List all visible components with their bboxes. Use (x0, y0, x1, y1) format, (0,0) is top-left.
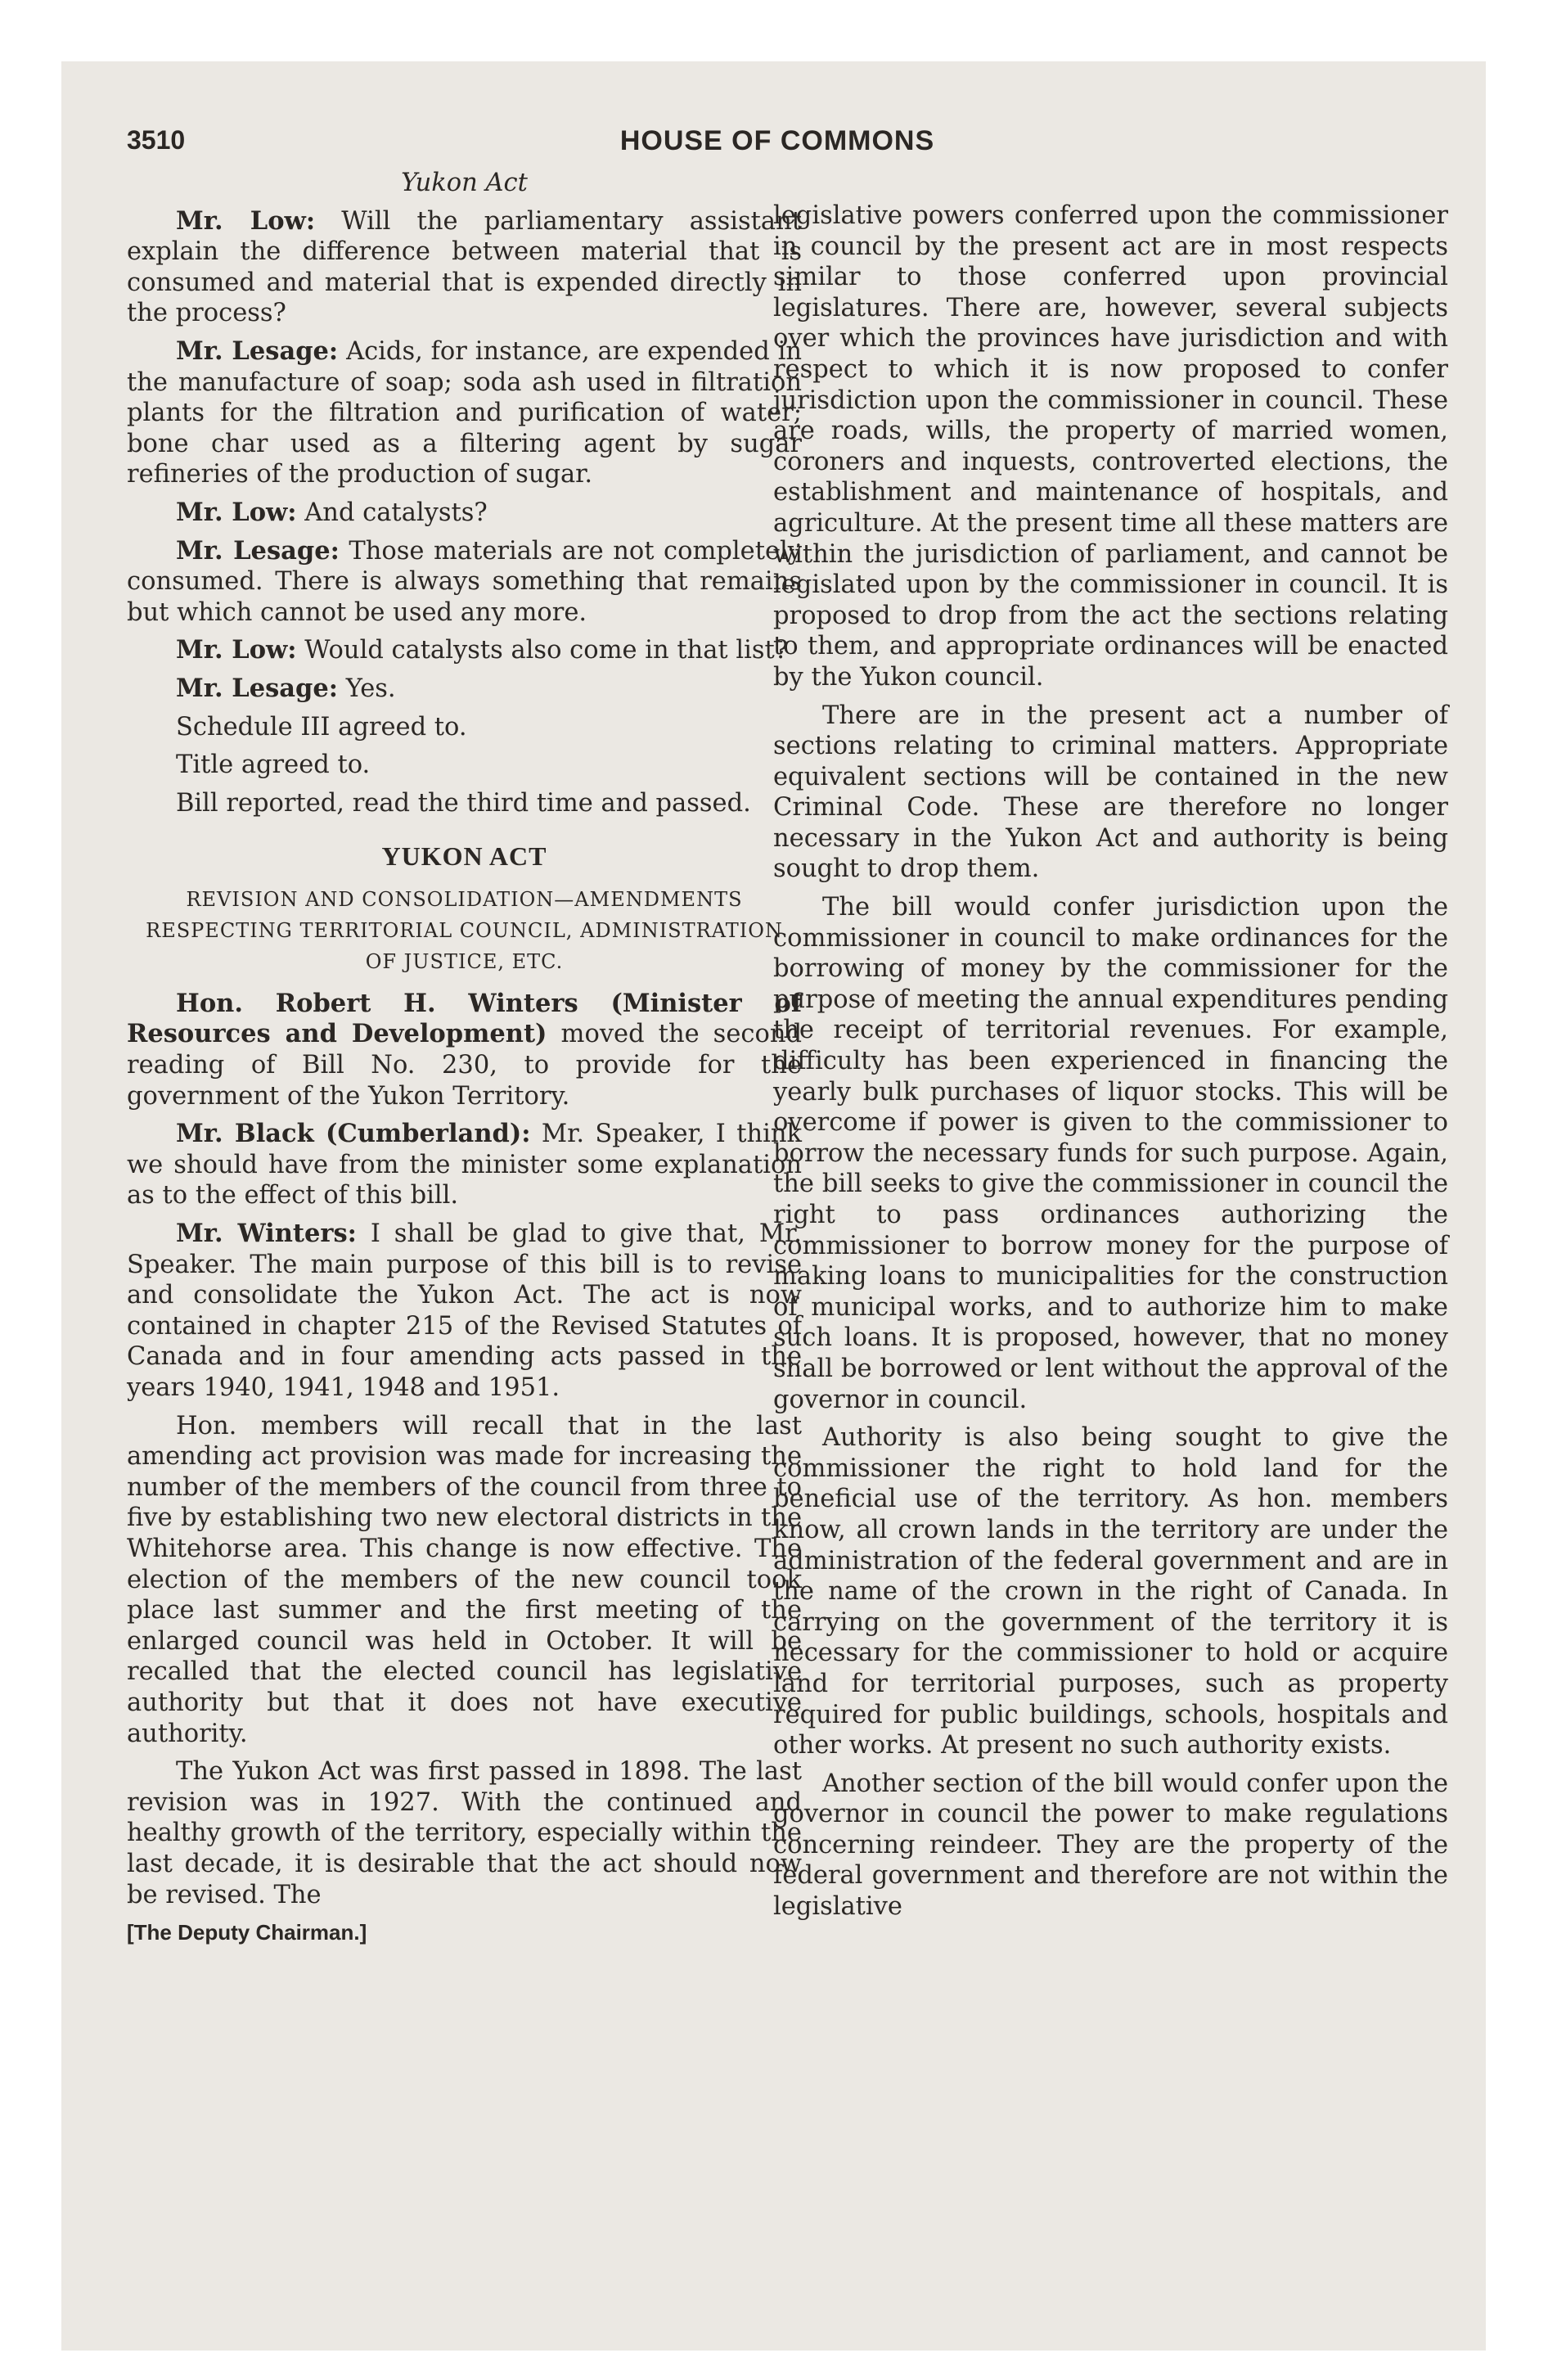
section-running-title: Yukon Act (401, 169, 528, 197)
page-scan (61, 61, 1486, 2351)
section-heading: YUKON ACT (381, 841, 547, 872)
paragraph (127, 336, 802, 490)
speech-text: Will the parliamentary assistant explain the difference between material that is consumed and material that is expended directly in the process? (127, 206, 802, 328)
paragraph (127, 1119, 802, 1211)
page-number: 3510 (127, 125, 186, 155)
speaker-name: Mr. Low: (176, 497, 297, 527)
procedural-note: Schedule III agreed to. (176, 712, 467, 741)
paragraph: Hon. members will recall that in the last amending act provision was made for increasing the number of the members of the council from three to five by establishing two new electoral districts in the Whitehorse area. This change is now effective. The election of the members of the new council took place last summer and the first meeting of the enlarged council was held in October. It will be recalled that the elected council has legislative authority but that it does not have executive authority. (127, 1411, 802, 1748)
paragraph (127, 498, 802, 529)
paragraph: Authority is also being sought to give the commissioner the right to hold land for the beneficial use of the territory. As hon. members know, all crown lands in the territory are under the administration of the federal government and are in the name of the crown in the right of Canada. In carrying on the government of the territory it is necessary for the commissioner to hold or acquire land for territorial purposes, such as property required for public buildings, schools, hospitals and other works. At present no such authority exists. (773, 1423, 1448, 1760)
speech-text: And catalysts? (304, 498, 488, 527)
paragraph: legislative powers conferred upon the commissioner in council by the present act are in most respects similar to those conferred upon provincial legislatures. There are, however, several subjects over which the provinces have jurisdiction and with respect to which it is now proposed to confer jurisdiction upon the commissioner in council. These are roads, wills, the property of married women, coroners and inquests, controverted elections, the establishment and maintenance of hospitals, and agriculture. At the present time all these matters are within the jurisdiction of parliament, and cannot be legislated upon by the commissioner in council. It is proposed to drop from the act the sections relating to them, and appropriate ordinances will be enacted by the Yukon council. (773, 201, 1448, 692)
speaker-name: Mr. Winters: (176, 1219, 357, 1249)
footer-note: [The Deputy Chairman.] (127, 1920, 367, 1945)
right-column (773, 201, 1448, 1930)
section-subheading: REVISION AND CONSOLIDATION—AMENDMENTS RESPECTING TERRITORIAL COUNCIL, ADMINISTRATION OF JUSTICE, ETC. (146, 887, 783, 973)
speech-text: Those materials are not completely consumed. There is always something that remains but which cannot be used any more. (127, 536, 802, 627)
procedural-note: Bill reported, read the third time and passed. (176, 788, 751, 818)
speech-text: Would catalysts also come in that list? (304, 636, 789, 665)
speaker-name: Mr. Low: (176, 205, 316, 236)
paragraph (127, 1219, 802, 1404)
paragraph (127, 635, 802, 666)
paragraph (127, 989, 802, 1111)
paragraph: There are in the present act a number of sections relating to criminal matters. Appropriate equivalent sections will be contained in the new Criminal Code. These are therefore no longer necessary in the Yukon Act and authority is being sought to drop them. (773, 701, 1448, 884)
paragraph (127, 206, 802, 329)
running-head: HOUSE OF COMMONS (619, 125, 935, 156)
speaker-name: Mr. Lesage: (176, 535, 340, 566)
speaker-name: Mr. Black (Cumberland): (176, 1119, 531, 1149)
speech-text: Yes. (345, 674, 396, 703)
paragraph: Another section of the bill would confer upon the governor in council the power to make regulations concerning reindeer. They are the property of the federal government and therefore are not within the legislative (773, 1769, 1448, 1922)
speaker-name: Mr. Lesage: (176, 673, 339, 703)
paragraph (127, 536, 802, 629)
procedural-note: Title agreed to. (176, 751, 371, 780)
speaker-name: Hon. Robert H. Winters (Minister of Resources and Development) (127, 988, 802, 1049)
paragraph: The Yukon Act was first passed in 1898. The last revision was in 1927. With the continued and healthy growth of the territory, especially within the last decade, it is desirable that the act should now be revised. The (127, 1757, 802, 1909)
speaker-name: Mr. Lesage: (176, 336, 339, 366)
left-column (127, 168, 802, 1949)
paragraph: The bill would confer jurisdiction upon the commissioner in council to make ordinances for the borrowing of money by the commissioner for the purpose of meeting the annual expenditures pending the receipt of territorial revenues. For example, difficulty has been experienced in financing the yearly bulk purchases of liquor stocks. This will be overcome if power is given to the commissioner to borrow the necessary funds for such purpose. Again, the bill seeks to give the commissioner in council the right to pass ordinances authorizing the commissioner to borrow money for the purpose of making loans to municipalities for the construction of municipal works, and to authorize him to make such loans. It is proposed, however, that no money shall be borrowed or lent without the approval of the governor in council. (773, 893, 1448, 1414)
speech-text: moved the second reading of Bill No. 230, to provide for the government of the Yukon Territory. (127, 1020, 802, 1111)
page-header (127, 125, 1428, 174)
paragraph (127, 674, 802, 705)
speaker-name: Mr. Low: (176, 635, 297, 665)
speech-text: Acids, for instance, are expended in the manufacture of soap; soda ash used in filtration plants for the filtration and purification of water; bone char used as a filtering agent by sugar refineries of the production of sugar. (127, 336, 802, 489)
speech-text: Mr. Speaker, I think we should have from the minister some explanation as to the effect of this bill. (127, 1120, 802, 1210)
speech-text: I shall be glad to give that, Mr. Speaker. The main purpose of this bill is to revise and consolidate the Yukon Act. The act is now contained in chapter 215 of the Revised Statutes of Canada and in four amending acts passed in the years 1940, 1941, 1948 and 1951. (127, 1219, 802, 1402)
